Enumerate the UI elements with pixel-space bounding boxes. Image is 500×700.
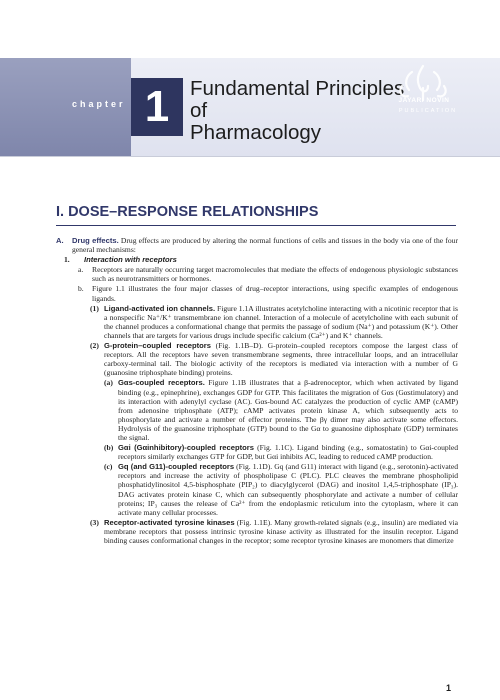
item-b2b-text: (Fig. 1.1C). Ligand binding (e.g., somatostatin) to Gαi-coupled receptors similarly exchanges GTP for GDP, but Gαi inhibits AC, leading to reduced cAMP production. xyxy=(118,443,458,462)
item-a-label: a. xyxy=(78,265,84,275)
item-b1-text: Figure 1.1A illustrates acetylcholine interacting with a nicotinic receptor that is a nonspecific Na⁺/K⁺ transmembrane ion channel. Interaction of a molecule of acetylcholine with each subunit of the channel produces a conformational change that permits the passage of sodium (Na⁺) and potassium (K⁺). Other channels that are targets for various drugs include specific calcium (Ca²⁺) and K⁺ channels. xyxy=(104,303,458,340)
chapter-title-line-2: Pharmacology xyxy=(190,121,322,144)
item-1 xyxy=(64,255,458,264)
item-b2a-text: Figure 1.1B illustrates that a β-adrenoceptor, which when activated by ligand binding (e.g., epinephrine), exchanges GDP for GTP. This facilitates the migration of Gαs (Gαstimulatory) and its interaction with adenylyl cyclase (AC). Gαs-bound AC catalyzes the production of cyclic AMP (cAMP) from adenosine triphosphate (ATP); cAMP activates protein kinase A, which subsequently acts to phosphorylate and activate a number of effector proteins. The βγ dimer may also activate some effectors. Hydrolysis of the guanosine triphosphate (GTP) bound to the Gα to guanosine diphosphate (GDP) terminates the signal. xyxy=(118,378,458,442)
item-b2a xyxy=(104,378,458,442)
item-b3 xyxy=(90,518,458,545)
item-A-text: Drug effects are produced by altering the normal functions of cells and tissues in the body via one of the four general mechanisms: xyxy=(72,236,458,255)
item-b2b-head: Gαi (Gαinhibitory)-coupled receptors xyxy=(118,443,254,453)
section-divider xyxy=(56,225,456,226)
item-b3-text: (Fig. 1.1E). Many growth-related signals (e.g., insulin) are mediated via membrane receptors that possess intrinsic tyrosine kinase activity as illustrated for the insulin receptor. Ligand binding causes conformational changes in the receptor; some receptor tyrosine kinases are monomers that dimerize xyxy=(104,517,458,545)
item-b2c xyxy=(104,462,458,517)
page-number: 1 xyxy=(446,683,452,693)
item-b2-text: (Fig. 1.1B–D). G-protein–coupled receptors compose the largest class of receptors. All the receptors have seven transmembrane segments, three intracellular loops, and an intracellular carboxy-terminal tail. The biologic activity of the receptors is mediated via interaction with a number of G (guanosine triphosphate binding) proteins. xyxy=(104,341,458,378)
body-text xyxy=(56,236,458,546)
item-b2a-head: Gαs-coupled receptors. xyxy=(118,378,205,388)
chapter-word: chapter xyxy=(72,99,126,109)
chapter-number-box xyxy=(131,78,183,136)
item-b2c-text: (Fig. 1.1D). Gq (and G11) interact with ligand (e.g., serotonin)-activated receptors and increase the activity of phospholipase C (PLC). PLC cleaves the membrane phospholipid phosphatidylinositol 4,5-bisphosphate (PIP₂) to diacylglycerol (DAG) and inositol 1,4,5-triphosphate (IP₃). DAG activates protein kinase C, which can subsequently phosphorylate and activate a number of cellular proteins; IP₃ causes the release of Ca²⁺ from the endoplasmic reticulum into the cytoplasm, where it can activate many cellular processes. xyxy=(118,462,458,517)
item-b2b xyxy=(104,443,458,461)
item-b2-head: G-protein–coupled receptors xyxy=(104,341,211,351)
item-b xyxy=(78,284,458,302)
item-b2-label: (2) xyxy=(90,341,99,351)
item-b2b-label: (b) xyxy=(104,443,114,453)
item-b2c-label: (c) xyxy=(104,462,113,472)
item-A xyxy=(56,236,458,254)
publisher-subtitle: PUBLICATION xyxy=(398,108,458,114)
publisher-logo-icon xyxy=(382,58,464,128)
item-b2a-label: (a) xyxy=(104,378,113,388)
item-A-head: Drug effects. xyxy=(72,236,119,245)
item-b2c-head: Gq (and G11)-coupled receptors xyxy=(118,462,235,472)
publisher-brand: JAYARI NOVIN xyxy=(398,97,450,104)
item-a-text: Receptors are naturally occurring target macromolecules that mediate the effects of endogenous physiologic substances such as neurotransmitters or hormones. xyxy=(92,265,458,284)
item-A-label: A. xyxy=(56,236,64,245)
item-b1 xyxy=(90,304,458,340)
item-1-label: 1. xyxy=(64,255,70,265)
chapter-number: 1 xyxy=(144,82,170,131)
item-b1-label: (1) xyxy=(90,303,99,313)
item-b1-head: Ligand-activated ion channels. xyxy=(104,303,216,313)
item-b-label: b. xyxy=(78,284,84,294)
chapter-title-line-1: Fundamental Principles of xyxy=(190,77,405,122)
item-b3-label: (3) xyxy=(90,517,99,527)
item-b2 xyxy=(90,341,458,377)
item-1-head: Interaction with receptors xyxy=(84,255,177,265)
item-a xyxy=(78,265,458,283)
item-b-text: Figure 1.1 illustrates the four major classes of drug–receptor interactions, using specific examples of endogenous ligands. xyxy=(92,284,458,303)
item-b3-head: Receptor-activated tyrosine kinases xyxy=(104,517,235,527)
section-heading: I. DOSE–RESPONSE RELATIONSHIPS xyxy=(56,204,319,220)
